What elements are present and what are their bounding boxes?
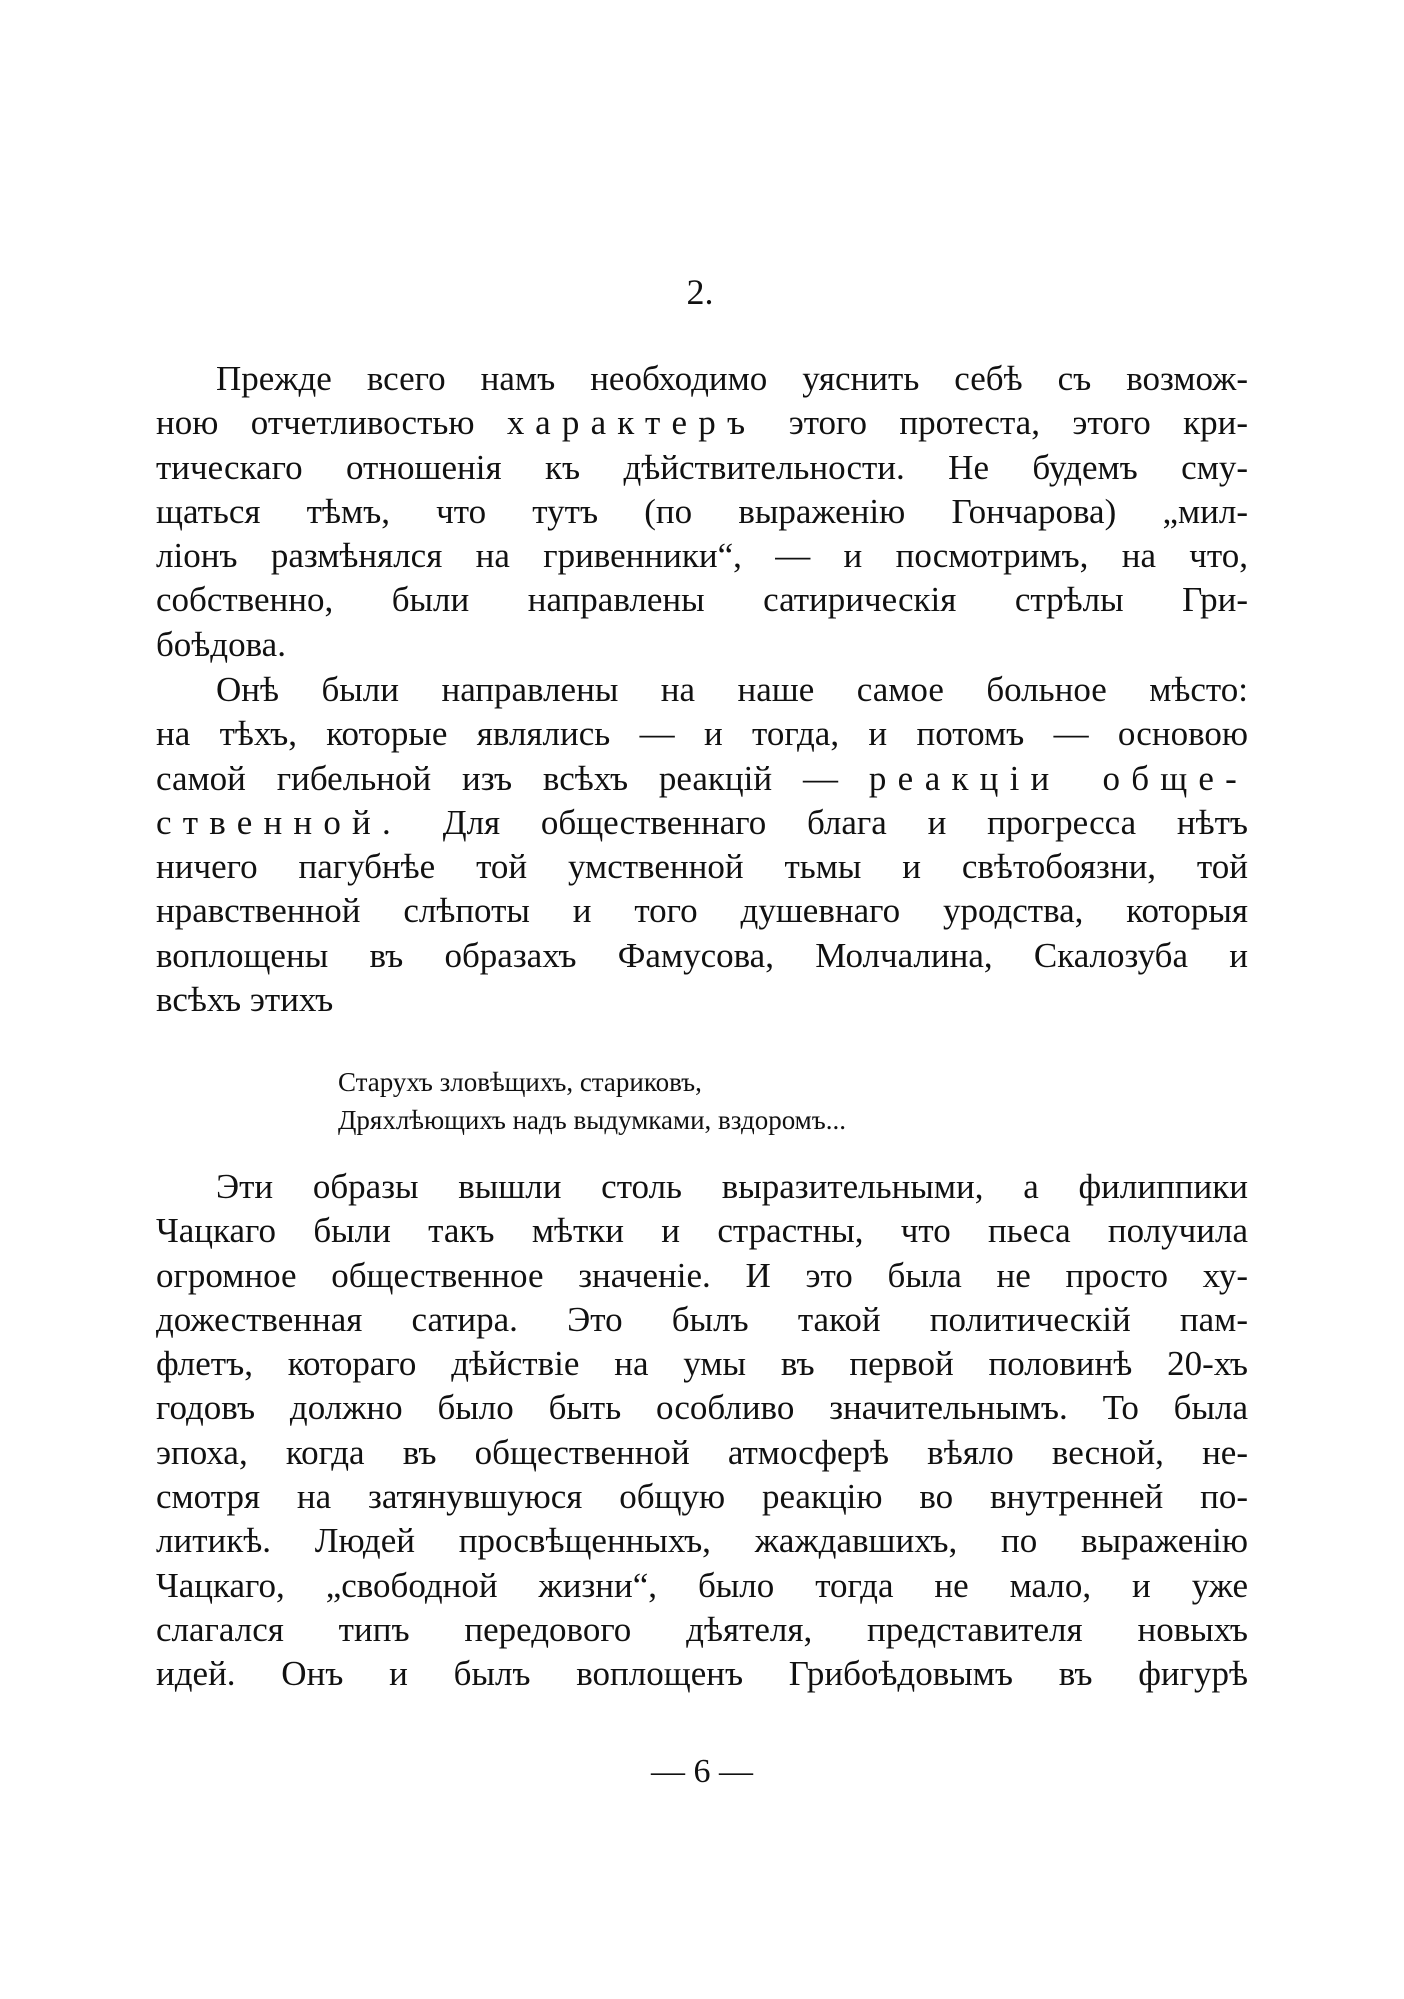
text-line: Чацкаго, „свободной жизни“, было тогда не мало, и уже	[156, 1565, 1248, 1605]
text-line: флетъ, котораго дѣйствіе на умы въ первой половинѣ 20-хъ	[156, 1344, 1248, 1384]
text-line: на тѣхъ, которые являлись — и тогда, и потомъ — основою	[156, 714, 1248, 754]
text-line: эпоха, когда въ общественной атмосферѣ вѣяло весной, не-	[156, 1432, 1248, 1472]
paragraph-1	[156, 357, 1248, 667]
text-line: слагался типъ передового дѣятеля, представителя новыхъ	[156, 1609, 1248, 1649]
text-line: ною отчетливостью характеръ этого протеста, этого кри-	[156, 403, 1248, 443]
verse-quote	[338, 1063, 846, 1139]
text-line: дожественная сатира. Это былъ такой политическій пам-	[156, 1299, 1248, 1339]
emphasis-spaced: характеръ	[506, 403, 757, 443]
emphasis-spaced: ственной.	[156, 802, 402, 842]
page-number: — 6 —	[651, 1753, 753, 1790]
text-line: Чацкаго были такъ мѣтки и страстны, что пьеса получила	[156, 1211, 1248, 1251]
emphasis-spaced: реакціи обще-	[868, 758, 1248, 798]
text-line: тическаго отношенія къ дѣйствительности. Не будемъ сму-	[156, 447, 1248, 487]
text-line: самой гибельной изъ всѣхъ реакцій — реакціи обще-	[156, 758, 1248, 798]
paragraph-3	[156, 1165, 1248, 1697]
text-line: собственно, были направлены сатирическія стрѣлы Гри-	[156, 580, 1248, 620]
text-line: щаться тѣмъ, что тутъ (по выраженію Гончарова) „мил-	[156, 491, 1248, 531]
text-line: воплощены въ образахъ Фамусова, Молчалина, Скалозуба и	[156, 935, 1248, 975]
text-line: Прежде всего намъ необходимо уяснить себѣ съ возмож-	[216, 359, 1248, 398]
verse-line: Старухъ зловѣщихъ, стариковъ,	[338, 1067, 702, 1097]
text-line: Онѣ были направлены на наше самое больное мѣсто:	[216, 670, 1248, 709]
text-line: Эти образы вышли столь выразительными, а филиппики	[216, 1167, 1248, 1206]
text-line: ліонъ размѣнялся на гривенники“, — и посмотримъ, на что,	[156, 536, 1248, 576]
text-line: боѣдова.	[156, 624, 286, 664]
text-line: ничего пагубнѣе той умственной тьмы и свѣтобоязни, той	[156, 847, 1248, 887]
text-line: идей. Онъ и былъ воплощенъ Грибоѣдовымъ въ фигурѣ	[156, 1654, 1248, 1694]
text-line: всѣхъ этихъ	[156, 980, 334, 1020]
text-line: ственной. Для общественнаго блага и прогресса нѣтъ	[156, 802, 1248, 842]
text-line: годовъ должно было быть особливо значительнымъ. То была	[156, 1388, 1248, 1428]
text-line: литикѣ. Людей просвѣщенныхъ, жаждавшихъ, по выраженію	[156, 1521, 1248, 1561]
text-line: нравственной слѣпоты и того душевнаго уродства, которыя	[156, 891, 1248, 931]
text-line: огромное общественное значеніе. И это была не просто ху-	[156, 1255, 1248, 1295]
verse-line: Дряхлѣющихъ надъ выдумками, вздоромъ...	[338, 1105, 846, 1135]
text-line: смотря на затянувшуюся общую реакцію во внутренней по-	[156, 1477, 1248, 1517]
section-number: 2.	[686, 272, 714, 312]
paragraph-2	[156, 668, 1248, 1022]
